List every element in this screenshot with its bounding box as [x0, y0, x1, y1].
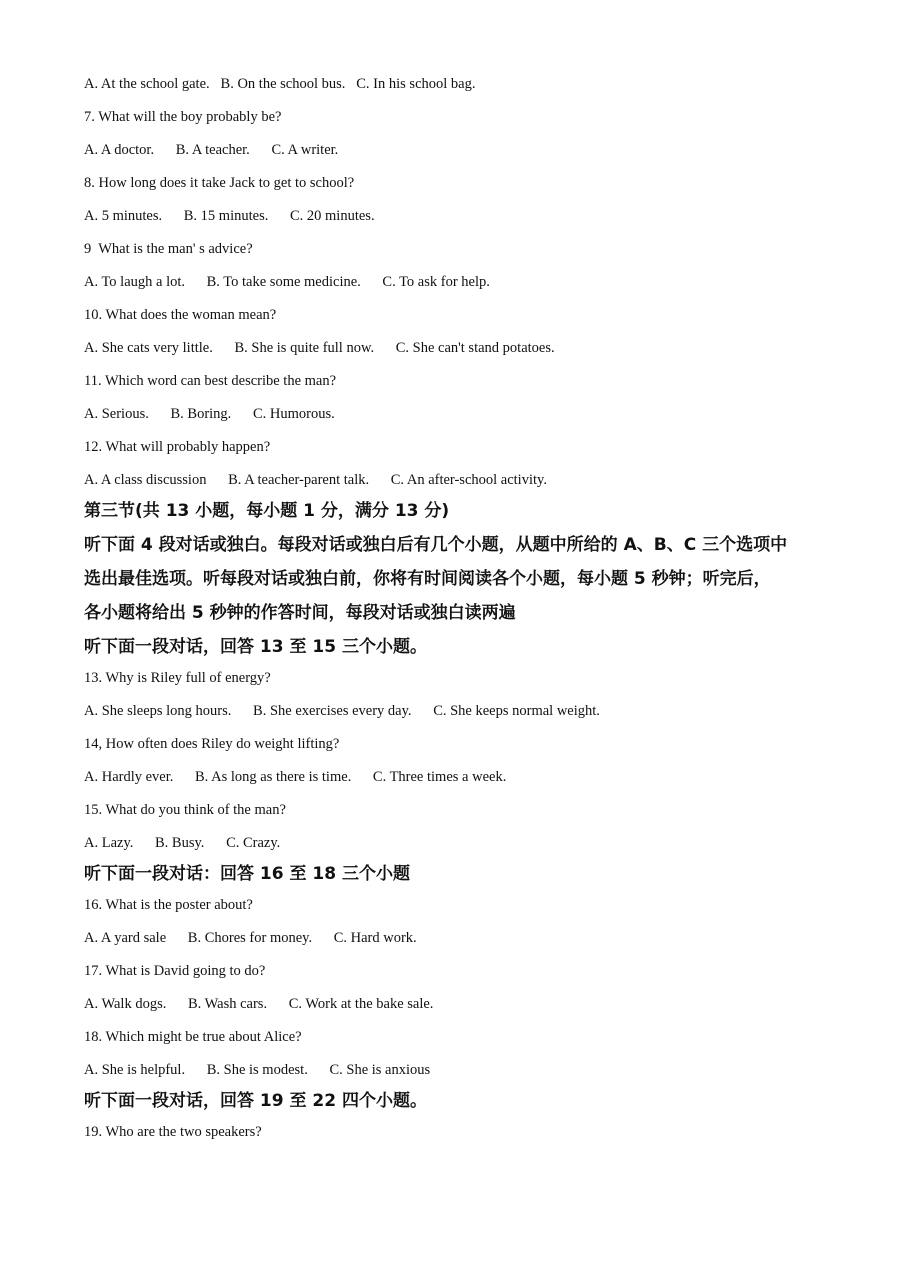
question-7: 7. What will the boy probably be? [84, 109, 282, 125]
question-16: 16. What is the poster about? [84, 897, 253, 913]
option-b: B. To take some medicine. [206, 274, 361, 290]
option-b: B. As long as there is time. [195, 769, 352, 785]
option-a: A. Serious. [84, 406, 149, 422]
exam-page [84, 74, 844, 1142]
option-c: C. She is anxious [329, 1062, 431, 1078]
option-a: A. A doctor. [84, 142, 155, 158]
options-14 [84, 767, 844, 787]
options-10 [84, 338, 844, 358]
option-c: C. Humorous. [252, 406, 335, 422]
dialogue-heading-16-18: 听下面一段对话：回答 16 至 18 三个小题 [84, 864, 410, 884]
option-c: C. She keeps normal weight. [433, 703, 600, 719]
options-12 [84, 470, 844, 490]
option-c: C. She can't stand potatoes. [395, 340, 555, 356]
question-19: 19. Who are the two speakers? [84, 1124, 262, 1140]
question-15: 15. What do you think of the man? [84, 802, 286, 818]
option-a: A. She cats very little. [84, 340, 213, 356]
option-c: C. Three times a week. [372, 769, 507, 785]
instructions-line-2: 选出最佳选项。听每段对话或独白前，你将有时间阅读各个小题，每小题 5 秒钟；听完后， [84, 569, 771, 589]
question-18: 18. Which might be true about Alice? [84, 1029, 302, 1045]
option-b: B. Wash cars. [187, 996, 268, 1012]
question-12: 12. What will probably happen? [84, 439, 271, 455]
option-b: B. Boring. [170, 406, 232, 422]
options-8 [84, 206, 844, 226]
option-b: B. Busy. [155, 835, 205, 851]
option-b: B. Chores for money. [187, 930, 313, 946]
option-c: C. 20 minutes. [289, 208, 375, 224]
option-a: A. She sleeps long hours. [84, 703, 232, 719]
options-15 [84, 833, 844, 853]
option-a: A. Lazy. [84, 835, 134, 851]
instructions-line-3: 各小题将给出 5 秒钟的作答时间，每段对话或独白读两遍 [84, 603, 516, 623]
instructions-line-1: 听下面 4 段对话或独白。每段对话或独白后有几个小题，从题中所给的 A、B、C 三个选项中 [84, 535, 788, 555]
option-a: A. A yard sale [84, 930, 167, 946]
question-9: 9 What is the man' s advice? [84, 241, 253, 257]
option-b: B. A teacher. [175, 142, 250, 158]
option-a: A. She is helpful. [84, 1062, 186, 1078]
option-c: C. Work at the bake sale. [288, 996, 434, 1012]
option-c: C. Hard work. [333, 930, 417, 946]
option-a: A. A class discussion [84, 472, 207, 488]
option-b: B. She exercises every day. [253, 703, 412, 719]
question-14: 14, How often does Riley do weight lifting? [84, 736, 340, 752]
options-16 [84, 928, 844, 948]
option-a: A. 5 minutes. [84, 208, 163, 224]
option-c: C. An after-school activity. [390, 472, 547, 488]
options-13 [84, 701, 844, 721]
options-6: A. At the school gate. B. On the school bus. C. In his school bag. [84, 76, 476, 92]
option-c: C. To ask for help. [382, 274, 490, 290]
option-b: B. A teacher-parent talk. [228, 472, 370, 488]
dialogue-heading-13-15: 听下面一段对话，回答 13 至 15 三个小题。 [84, 637, 427, 657]
options-18 [84, 1060, 844, 1080]
question-11: 11. Which word can best describe the man? [84, 373, 337, 389]
option-b: B. She is modest. [206, 1062, 308, 1078]
option-b: B. 15 minutes. [183, 208, 269, 224]
option-a: A. Walk dogs. [84, 996, 167, 1012]
options-11 [84, 404, 844, 424]
options-7 [84, 140, 844, 160]
section-3-title: 第三节(共 13 小题，每小题 1 分，满分 13 分) [84, 501, 450, 521]
question-17: 17. What is David going to do? [84, 963, 266, 979]
dialogue-heading-19-22: 听下面一段对话，回答 19 至 22 四个小题。 [84, 1091, 427, 1111]
option-b: B. She is quite full now. [234, 340, 375, 356]
options-9 [84, 272, 844, 292]
question-13: 13. Why is Riley full of energy? [84, 670, 271, 686]
option-a: A. To laugh a lot. [84, 274, 186, 290]
option-c: C. A writer. [271, 142, 339, 158]
option-c: C. Crazy. [226, 835, 281, 851]
option-a: A. Hardly ever. [84, 769, 174, 785]
question-8: 8. How long does it take Jack to get to school? [84, 175, 355, 191]
question-10: 10. What does the woman mean? [84, 307, 277, 323]
options-17 [84, 994, 844, 1014]
